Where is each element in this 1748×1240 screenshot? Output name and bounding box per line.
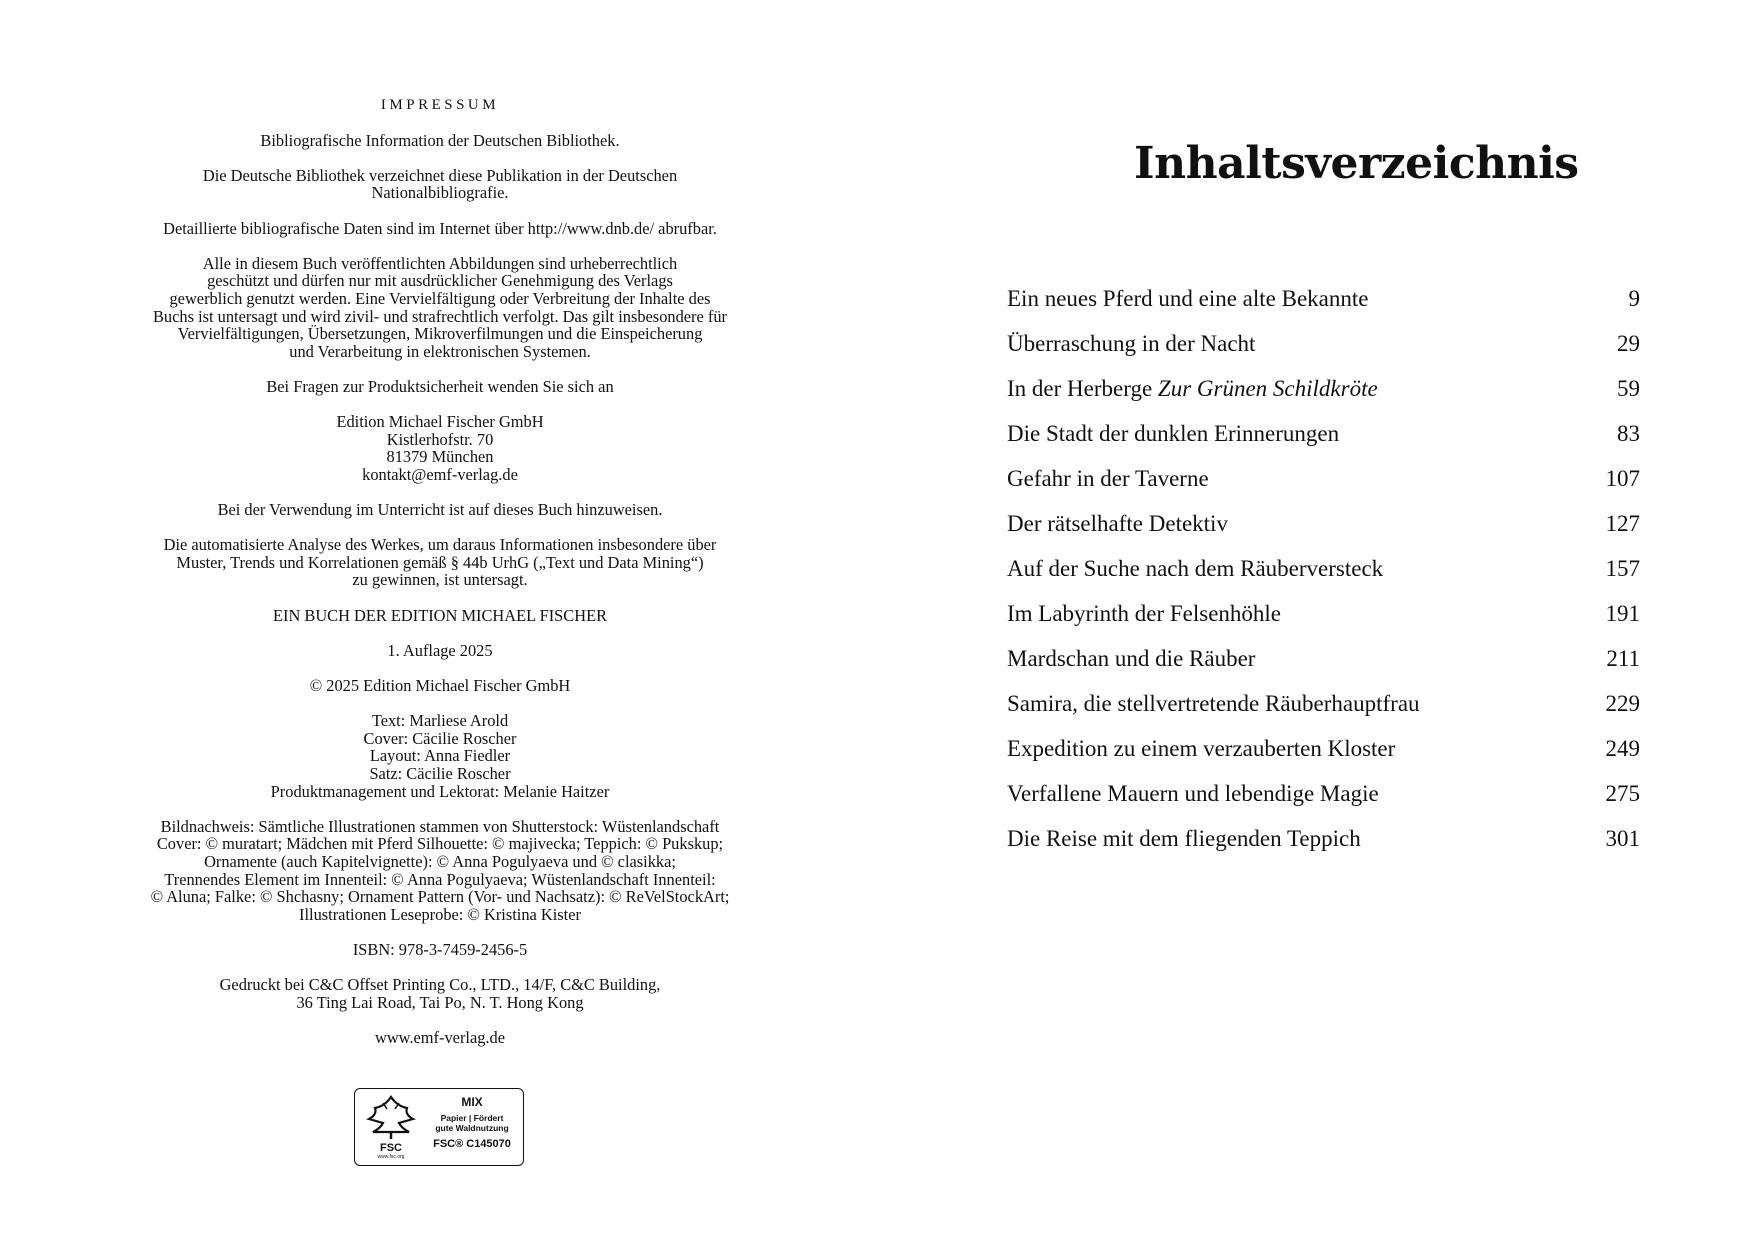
toc-page [874,0,1748,1240]
toc-entry-title [1007,421,1339,447]
toc-entry-page: 157 [1605,556,1640,581]
imprint-line: Satz: Cäcilie Roscher [369,763,511,783]
toc-entry-title [1007,736,1395,762]
toc-entry-page: 211 [1606,646,1640,671]
toc-entry [1007,826,1640,871]
toc-entry-title-text: Verfallene Mauern und lebendige Magie [1007,781,1379,806]
toc-entry-page: 127 [1605,511,1640,536]
imprint-line: Alle in diesem Buch veröffentlichten Abbildungen sind urheberrechtlich [202,253,678,273]
imprint-block [110,220,770,238]
imprint-line: gewerblich genutzt werden. Eine Vervielfältigung oder Verbreitung der Inhalte des [169,288,711,308]
imprint-block [110,255,770,361]
imprint-line: Die Deutsche Bibliothek verzeichnet diese Publikation in der Deutschen [202,165,678,185]
imprint-line: Edition Michael Fischer GmbH [336,412,544,432]
toc-entry-title-text: Überraschung in der Nacht [1007,331,1256,356]
fsc-logo-text: FSC [380,1142,402,1154]
toc-entry [1007,646,1640,691]
imprint-block [110,167,770,202]
toc-entry-title [1007,646,1255,672]
toc-entry-page: 275 [1605,781,1640,806]
toc-entry-page: 9 [1628,286,1640,311]
toc-entry-title [1007,466,1209,492]
toc-entry-title-text: Die Stadt der dunklen Erinnerungen [1007,421,1340,446]
toc-entry-title [1007,691,1420,717]
toc-entry [1007,466,1640,511]
imprint-line: Illustrationen Leseprobe: © Kristina Kister [299,904,581,924]
imprint-line: www.emf-verlag.de [374,1027,505,1047]
toc-entry-title-text: Ein neues Pferd und eine alte Bekannte [1007,286,1369,311]
imprint-block [110,712,770,800]
fsc-label [354,1088,524,1166]
toc-entry-title [1007,826,1361,852]
fsc-logo-url: www.fsc.org [377,1154,405,1160]
toc-entry-title [1007,286,1369,312]
toc-list [1007,286,1640,871]
toc-entry [1007,376,1640,421]
imprint-line: EIN BUCH DER EDITION MICHAEL FISCHER [272,605,608,625]
imprint-line: Trennendes Element im Innenteil: © Anna Pogulyaeva; Wüstenlandschaft Innenteil: [164,869,716,889]
imprint-line: Nationalbibliografie. [371,183,509,203]
imprint-line: Gedruckt bei C&C Offset Printing Co., LTD., 14/F, C&C Building, [219,975,661,995]
toc-entry [1007,286,1640,331]
imprint-line: Kistlerhofstr. 70 [386,429,494,449]
imprint-line: Die automatisierte Analyse des Werkes, um daraus Informationen insbesondere über [163,535,717,555]
fsc-code: FSC® C145070 [433,1138,511,1150]
imprint-line: 81379 München [386,447,494,467]
toc-entry-title [1007,556,1383,582]
imprint-block [110,413,770,483]
fsc-mix: MIX [461,1095,483,1109]
imprint-line: Layout: Anna Fiedler [369,746,511,766]
imprint-block [110,607,770,625]
toc-entry [1007,736,1640,781]
imprint [110,97,770,1064]
toc-entry-page: 229 [1605,691,1640,716]
imprint-block [110,132,770,150]
imprint-line: Ornamente (auch Kapitelvignette): © Anna Pogulyaeva und © clasikka; [204,851,676,871]
toc-entry-title [1007,511,1228,537]
fsc-tree-icon [361,1093,421,1161]
toc-entry [1007,691,1640,736]
imprint-block [110,677,770,695]
toc-entry-title [1007,601,1281,627]
toc-entry-page: 107 [1605,466,1640,491]
imprint-block [110,941,770,959]
toc-entry [1007,511,1640,556]
imprint-block [110,501,770,519]
imprint-line: ISBN: 978-3-7459-2456-5 [352,939,528,959]
imprint-line: Produktmanagement und Lektorat: Melanie Haitzer [270,781,610,801]
imprint-line: zu gewinnen, ist untersagt. [352,570,528,590]
imprint-line: Cover: © muratart; Mädchen mit Pferd Silhouette: © majivecka; Teppich: © Pukskup; [156,834,724,854]
imprint-line: Text: Marliese Arold [371,711,509,731]
fsc-desc-line2: gute Waldnutzung [435,1123,509,1133]
toc-entry-page: 249 [1605,736,1640,761]
imprint-line: und Verarbeitung in elektronischen Systemen. [289,341,591,361]
toc-entry [1007,556,1640,601]
imprint-line: geschützt und dürfen nur mit ausdrücklicher Genehmigung des Verlags [207,271,673,291]
toc-entry-title-text: Die Reise mit dem fliegenden Teppich [1007,826,1361,851]
fsc-text [425,1095,519,1151]
toc-entry [1007,331,1640,376]
imprint-heading: IMPRESSUM [380,97,500,113]
toc-entry-title [1007,376,1378,402]
toc-entry [1007,421,1640,466]
toc-entry-title-text: Mardschan und die Räuber [1007,646,1256,671]
imprint-line: Bildnachweis: Sämtliche Illustrationen stammen von Shutterstock: Wüstenlandschaft [160,816,720,836]
toc-entry-title-text: Expedition zu einem verzauberten Kloster [1007,736,1396,761]
imprint-line: Bei der Verwendung im Unterricht ist auf dieses Buch hinzuweisen. [217,500,663,520]
imprint-line: © Aluna; Falke: © Shchasny; Ornament Pattern (Vor- und Nachsatz): © ReVelStockArt; [150,887,730,907]
imprint-line: Bibliografische Information der Deutschen Bibliothek. [260,130,620,150]
imprint-block [110,378,770,396]
toc-entry-page: 191 [1605,601,1640,626]
imprint-blocks [110,132,770,1047]
imprint-block [110,536,770,589]
imprint-line: 36 Ting Lai Road, Tai Po, N. T. Hong Kong [296,992,584,1012]
imprint-line: © 2025 Edition Michael Fischer GmbH [309,676,571,695]
imprint-line: Bei Fragen zur Produktsicherheit wenden Sie sich an [266,376,614,396]
toc-entry-title-text: Der rätselhafte Detektiv [1007,511,1228,536]
toc-entry-title-text: Im Labyrinth der Felsenhöhle [1007,601,1282,626]
imprint-block [110,642,770,660]
toc-entry-title-text: In der Herberge [1007,376,1158,401]
toc-entry-title [1007,781,1379,807]
toc-entry [1007,601,1640,646]
imprint-line: Detaillierte bibliografische Daten sind im Internet über http://www.dnb.de/ abrufbar. [163,218,717,238]
fsc-desc-line1: Papier | Fördert [440,1113,504,1123]
toc-entry-page: 83 [1617,421,1640,446]
toc-entry [1007,781,1640,826]
toc-entry-title [1007,331,1255,357]
imprint-line: Vervielfältigungen, Übersetzungen, Mikroverfilmungen und die Einspeicherung [177,324,703,344]
imprint-block [110,818,770,924]
imprint-line: Muster, Trends und Korrelationen gemäß § 44b UrhG („Text und Data Mining“) [176,552,704,572]
toc-entry-page: 29 [1617,331,1640,356]
toc-entry-page: 59 [1617,376,1640,401]
imprint-line: Buchs ist untersagt und wird zivil- und strafrechtlich verfolgt. Das gilt insbesondere für [153,306,727,326]
toc-entry-title-italic: Zur Grünen Schildkröte [1157,376,1378,401]
toc-entry-title-text: Samira, die stellvertretende Räuberhauptfrau [1007,691,1420,716]
toc-title: Inhaltsverzeichnis [1134,138,1579,189]
imprint-line: 1. Auflage 2025 [387,640,493,660]
toc-entry-page: 301 [1605,826,1640,851]
imprint-block [110,976,770,1011]
imprint-line: Cover: Cäcilie Roscher [363,728,517,748]
toc-entry-title-text: Auf der Suche nach dem Räuberversteck [1007,556,1384,581]
imprint-block [110,1029,770,1047]
toc-entry-title-text: Gefahr in der Taverne [1007,466,1209,491]
imprint-line: kontakt@emf-verlag.de [362,464,518,484]
